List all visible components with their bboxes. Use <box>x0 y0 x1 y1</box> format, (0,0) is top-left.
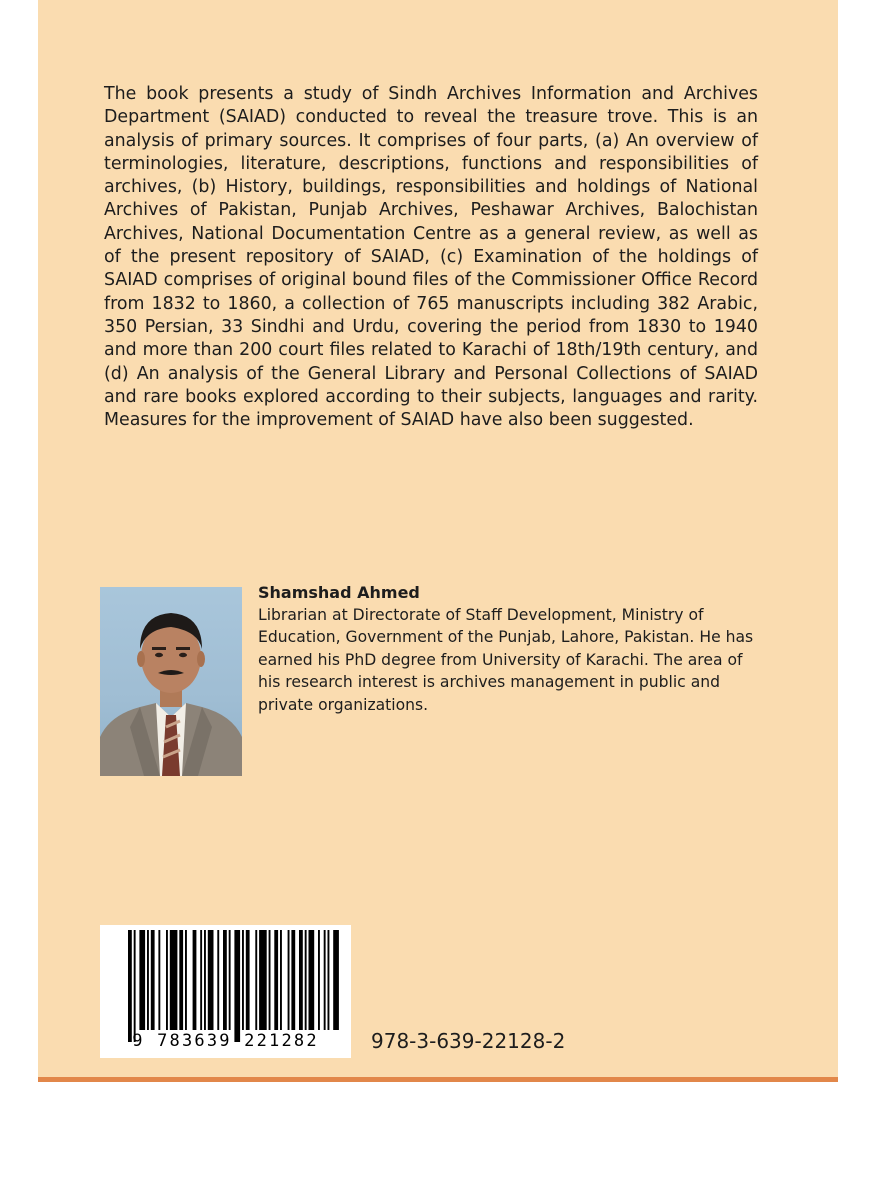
barcode-bar <box>280 930 282 1030</box>
barcode-bar <box>179 930 183 1030</box>
barcode-bar <box>333 930 339 1030</box>
barcode-bar <box>288 930 290 1030</box>
author-info <box>258 582 758 716</box>
author-portrait-image <box>100 587 242 776</box>
barcode-bar <box>204 930 206 1030</box>
barcode-bar <box>328 930 330 1030</box>
barcode-bar <box>151 930 155 1030</box>
barcode-bar <box>269 930 271 1030</box>
author-name: Shamshad Ahmed <box>258 583 420 602</box>
barcode-bar <box>246 930 250 1030</box>
barcode-bar <box>291 930 295 1030</box>
author-bio: Librarian at Directorate of Staff Development, Ministry of Education, Government of the Punjab, Lahore, Pakistan. He has earned his PhD degree from University of Karachi. The area of his research interest is archives management in public and private organizations. <box>258 606 754 714</box>
barcode-bar <box>166 930 168 1030</box>
barcode-bar <box>305 930 307 1030</box>
barcode-bar <box>229 930 231 1030</box>
book-description: The book presents a study of Sindh Archives Information and Archives Department (SAIAD) conducted to reveal the treasure trove. This is an analysis of primary sources. It comprises of four parts, (a) An overview of terminologies, literature, descriptions, functions and responsibilities of archives, (b) History, buildings, responsibilities and holdings of National Archives of Pakistan, Punjab Archives, Peshawar Archives, Balochistan Archives, National Documentation Centre as a general review, as well as of the present repository of SAIAD, (c) Examination of the holdings of SAIAD comprises of original bound files of the Commissioner Office Record from 1832 to 1860, a collection of 765 manuscripts including 382 Arabic, 350 Persian, 33 Sindhi and Urdu, covering the period from 1830 to 1940 and more than 200 court files related to Karachi of 18th/19th century, and (d) An analysis of the General Library and Personal Collections of SAIAD and rare books explored according to their subjects, languages and rarity. Measures for the improvement of SAIAD have also been suggested. <box>104 84 758 431</box>
isbn-barcode <box>100 925 351 1058</box>
barcode-bar <box>255 930 257 1030</box>
barcode-bar <box>217 930 219 1030</box>
barcode-bar <box>299 930 303 1030</box>
isbn-number: 978-3-639-22128-2 <box>371 1029 566 1053</box>
author-photo <box>100 587 242 776</box>
barcode-bar <box>170 930 178 1030</box>
barcode-bar <box>193 930 197 1030</box>
barcode-bar <box>200 930 202 1030</box>
barcode-bar <box>147 930 149 1030</box>
barcode-bar <box>318 930 320 1030</box>
barcode-bar <box>185 930 187 1030</box>
barcode-bar <box>139 930 145 1030</box>
barcode-bar <box>309 930 315 1030</box>
bottom-accent-rule <box>38 1077 838 1082</box>
barcode-bar <box>128 930 132 1042</box>
barcode-bar <box>242 930 244 1030</box>
barcode-bar <box>274 930 278 1030</box>
barcode-bar <box>259 930 267 1030</box>
barcode-bar <box>134 930 136 1042</box>
barcode-digits: 9 783639 221282 <box>132 1031 319 1051</box>
barcode-bar <box>158 930 160 1030</box>
barcode-bar <box>234 930 240 1042</box>
barcode-bar <box>324 930 326 1030</box>
barcode-bar <box>223 930 227 1030</box>
barcode-bar <box>208 930 214 1030</box>
